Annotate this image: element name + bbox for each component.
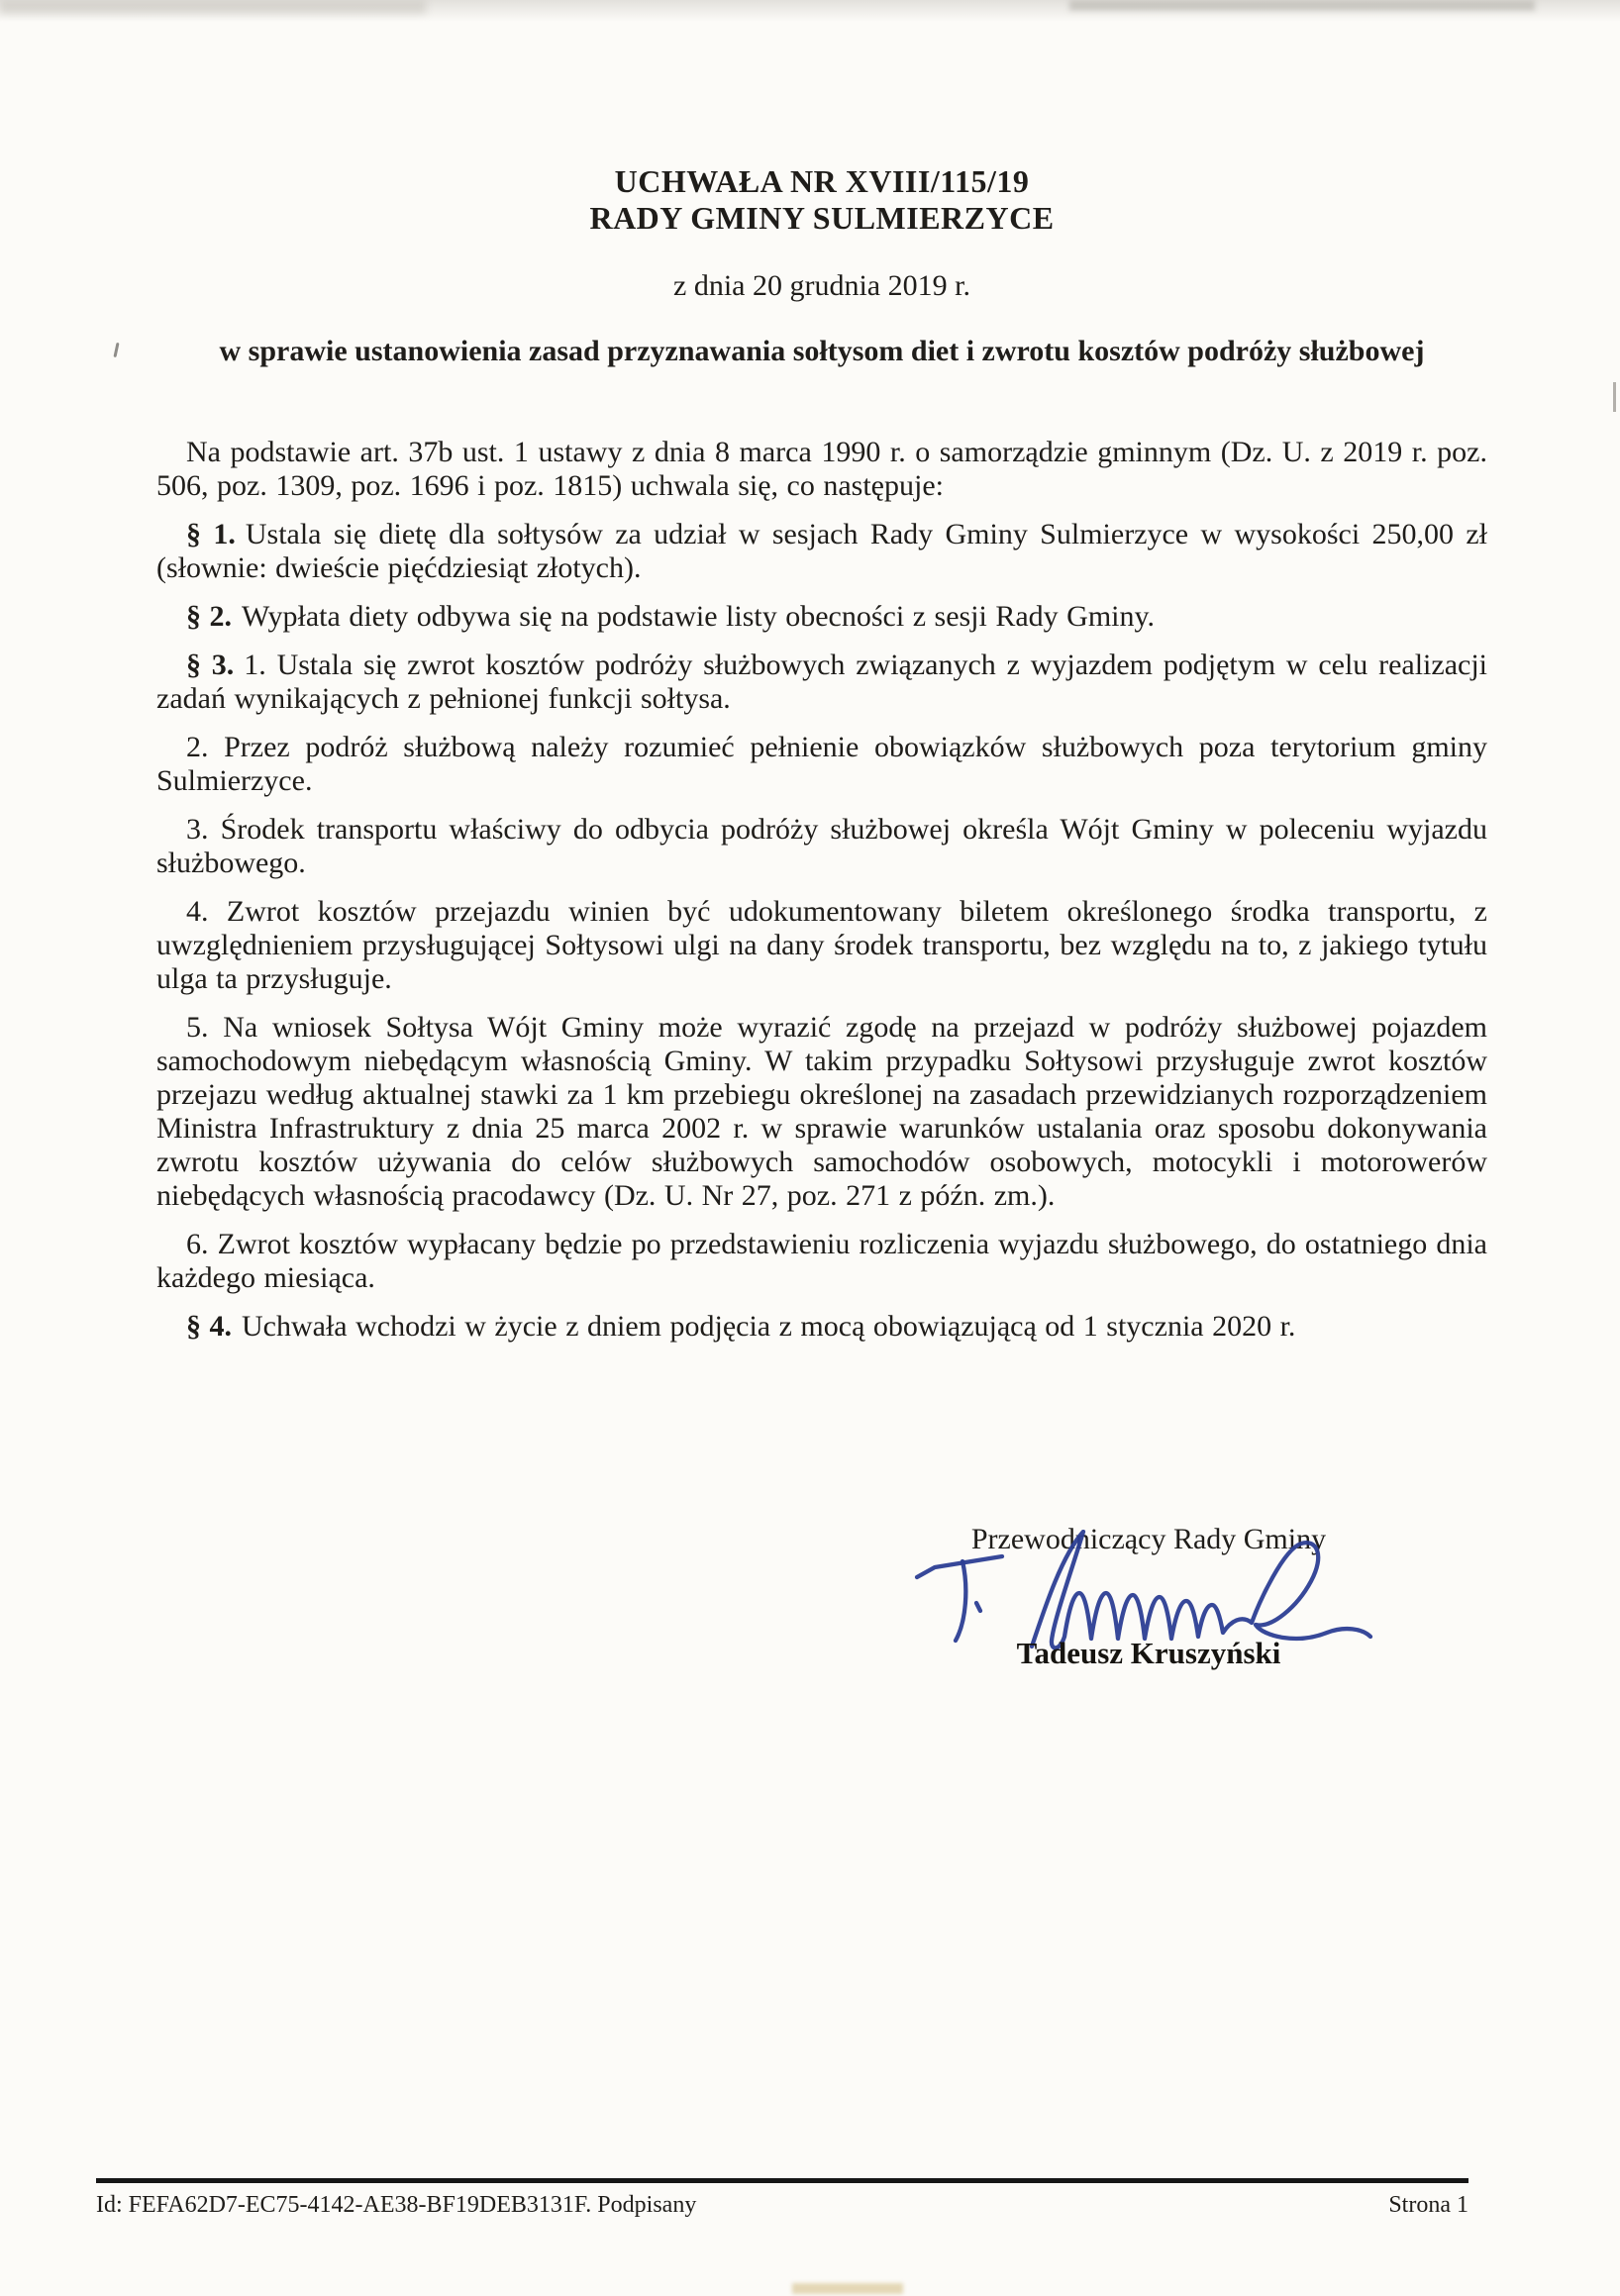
scan-bottom-smudge [792,2283,903,2294]
paragraph-section-3-point-1 [156,649,1487,716]
paragraph-section-3-point-2 [156,731,1487,798]
footer-page-number: Strona 1 [1388,2192,1468,2218]
paragraph-section-1 [156,518,1487,585]
document-header [156,163,1487,237]
paragraph-section-2 [156,600,1487,634]
paragraph-text: 3. Środek transportu właściwy do odbycia podróży służbowej określa Wójt Gminy w poleceniu wyjazdu służbowego. [156,813,1487,879]
paragraph-section-3-point-6 [156,1228,1487,1295]
paragraph-section-4 [156,1310,1487,1344]
paragraph-text: 2. Przez podróż służbową należy rozumieć pełnienie obowiązków służbowych poza terytorium gminy Sulmierzyce. [156,731,1487,797]
scan-edge-mark [1613,382,1616,412]
paragraph-lead: § 1. [186,518,236,550]
footer-rule [96,2178,1468,2183]
resolution-date: z dnia 20 grudnia 2019 r. [673,269,970,302]
paragraph-text: 1. Ustala się zwrot kosztów podróży służbowych związanych z wyjazdem podjętym w celu realizacji zadań wynikających z pełnionej funkcji sołtysa. [156,649,1488,715]
paragraph-section-3-point-5 [156,1011,1487,1213]
paragraph-text: Wypłata diety odbywa się na podstawie listy obecności z sesji Rady Gminy. [242,600,1156,633]
paragraph-text: 4. Zwrot kosztów przejazdu winien być udokumentowany biletem określonego środka transportu, z uwzględnieniem przysługującej Sołtysowi ulgi na dany środek transportu, bez względu na to, z jakiego tytułu ulga ta przysługuje. [156,895,1487,995]
signatory-name: Tadeusz Kruszyński [1016,1636,1281,1670]
paragraph-text: Uchwała wchodzi w życie z dniem podjęcia z mocą obowiązującą od 1 stycznia 2020 r. [242,1310,1296,1343]
signatory-role: Przewodniczący Rady Gminy [970,1523,1327,1555]
paragraph-text: 6. Zwrot kosztów wypłacany będzie po przedstawieniu rozliczenia wyjazdu służbowego, do ostatniego dnia każdego miesiąca. [156,1228,1487,1294]
paragraph-section-3-point-3 [156,813,1487,880]
paragraph-legal-basis [156,436,1487,503]
paragraph-lead: § 2. [186,600,232,633]
scan-noise-top-left [0,0,426,14]
paragraph-lead: § 3. [186,649,235,681]
footer-document-id: Id: FEFA62D7-EC75-4142-AE38-BF19DEB3131F. Podpisany [96,2192,697,2218]
scan-speck [113,343,119,357]
paragraph-text: 5. Na wniosek Sołtysa Wójt Gminy może wyrazić zgodę na przejazd w podróży służbowej pojazdem samochodowym niebędącym własnością Gminy. W takim przypadku Sołtysowi przysługuje zwrot kosztów przejazu według aktualnej stawki za 1 km przebiegu określonej na zasadach przewidzianych rozporządzeniem Ministra Infrastruktury z dnia 25 marca 2002 r. w sprawie warunków ustalania oraz sposobu dokonywania zwrotu kosztów używania do celów służbowych samochodów osobowych, motocykli i motorowerów niebędących własnością pracodawcy (Dz. U. Nr 27, poz. 271 z późn. zm.). [156,1011,1487,1212]
paragraph-section-3-point-4 [156,895,1487,996]
paragraph-text: Na podstawie art. 37b ust. 1 ustawy z dnia 8 marca 1990 r. o samorządzie gminnym (Dz. U. z 2019 r. poz. 506, poz. 1309, poz. 1696 i poz. 1815) uchwala się, co następuje: [156,436,1487,502]
resolution-subject: w sprawie ustanowienia zasad przyznawania sołtysom diet i zwrotu kosztów podróży służbowej [219,335,1425,367]
resolution-body [156,436,1487,1358]
scan-noise-top-right [1069,0,1535,11]
paragraph-lead: § 4. [186,1310,232,1343]
council-name: RADY GMINY SULMIERZYCE [589,200,1055,236]
resolution-number: UCHWAŁA NR XVIII/115/19 [614,163,1030,199]
paragraph-text: Ustala się dietę dla sołtysów za udział w sesjach Rady Gminy Sulmierzyce w wysokości 250,00 zł (słownie: dwieście pięćdziesiąt złotych). [156,518,1487,584]
